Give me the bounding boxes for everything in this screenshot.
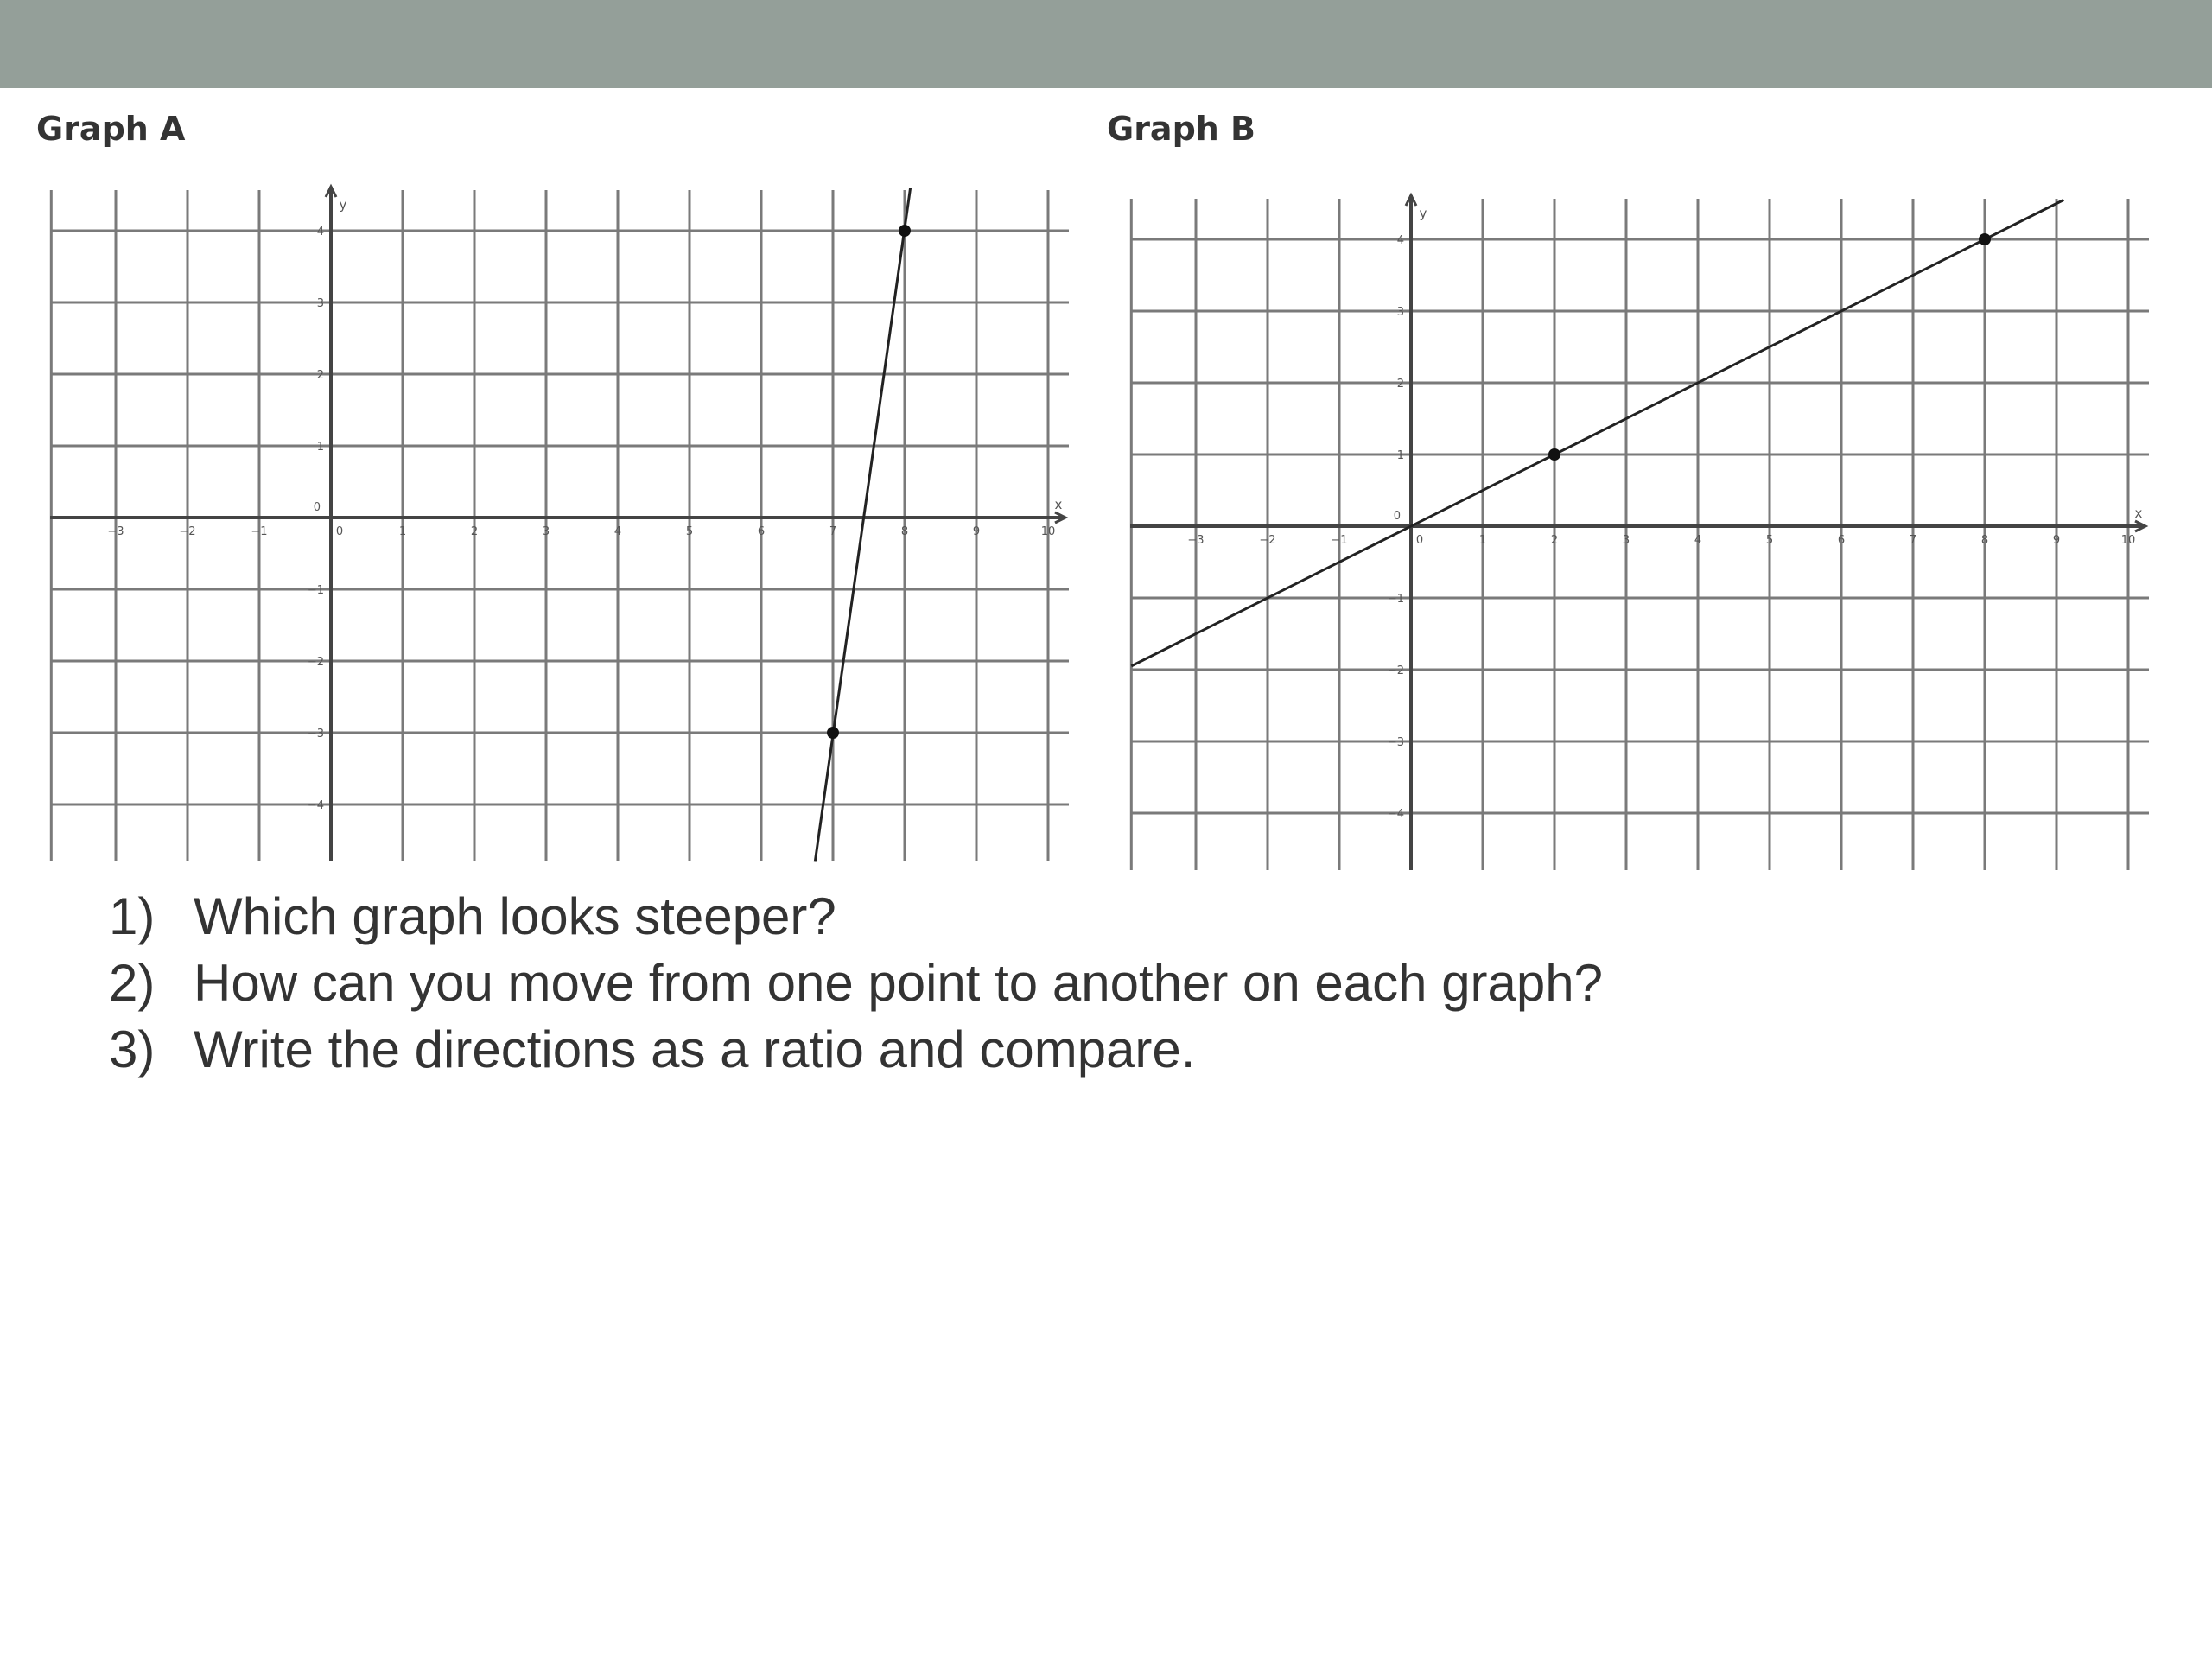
graph-b-y-tick-label: 3 xyxy=(1396,306,1404,319)
graph-a-y-tick-label: 2 xyxy=(316,369,324,382)
graph-a-x-tick-label: 6 xyxy=(757,525,766,538)
graph-b-x-tick-label: 10 xyxy=(2120,534,2136,547)
graph-a-x-tick-label: 3 xyxy=(542,525,550,538)
graph-b-x-tick-label: 8 xyxy=(1980,534,1989,547)
graph-a-y-tick-label: 1 xyxy=(316,441,324,454)
graph-b-x-tick-label: 6 xyxy=(1837,534,1846,547)
graph-a-x-tick-label: 1 xyxy=(398,525,407,538)
graph-a-y-tick-label: −4 xyxy=(307,799,324,812)
graph-b-x-tick-label: 3 xyxy=(1622,534,1630,547)
graph-a-x-tick-label: 8 xyxy=(900,525,909,538)
question-text: Write the directions as a ratio and compare. xyxy=(194,1020,1196,1078)
graph-a-x-axis-label: x xyxy=(1054,497,1063,512)
question-item xyxy=(109,950,1603,1016)
graph-a-x-tick-label: 0 xyxy=(335,525,344,538)
question-text: Which graph looks steeper? xyxy=(194,887,836,945)
graph-a-y-tick-label: −2 xyxy=(307,656,324,669)
graph-a-x-tick-label: −2 xyxy=(179,525,196,538)
question-item xyxy=(109,883,1603,950)
question-list xyxy=(109,883,1603,1083)
header-band xyxy=(0,0,2212,88)
graph-b-y-axis-label: y xyxy=(1419,206,1427,221)
graph-a-data-point xyxy=(899,225,911,237)
graph-a-x-tick-label: −1 xyxy=(251,525,268,538)
graph-b-x-tick-label: 0 xyxy=(1415,534,1424,547)
graph-b-x-tick-label: −1 xyxy=(1331,534,1348,547)
graph-b-x-tick-label: 4 xyxy=(1694,534,1702,547)
graph-b-x-axis-label: x xyxy=(2134,505,2143,521)
graph-b-y-tick-label: −4 xyxy=(1387,808,1404,821)
graph-b-y-tick-label: −3 xyxy=(1387,736,1404,749)
question-item xyxy=(109,1016,1603,1083)
graph-b-x-tick-label: 5 xyxy=(1765,534,1774,547)
question-number: 2) xyxy=(109,954,156,1012)
graph-b-y-tick-label: −2 xyxy=(1387,664,1404,677)
graph-b-x-tick-label: −2 xyxy=(1259,534,1276,547)
question-number: 3) xyxy=(109,1020,156,1078)
graph-b xyxy=(1123,192,2152,874)
graph-a-y-tick-label: 3 xyxy=(316,297,324,310)
graph-a-y-axis-label: y xyxy=(339,197,347,213)
graph-b-y-tick-label: −1 xyxy=(1387,593,1404,606)
graph-b-series-line xyxy=(1131,200,2063,666)
graph-b-y-tick-label: 0 xyxy=(1393,510,1401,523)
graph-a-y-tick-label: −3 xyxy=(307,728,324,741)
graph-b-x-tick-label: −3 xyxy=(1187,534,1205,547)
graph-b-title: Graph B xyxy=(1107,110,1256,148)
graph-b-data-point xyxy=(1548,448,1560,461)
graph-b-y-tick-label: 2 xyxy=(1396,378,1404,391)
graph-a xyxy=(43,183,1071,866)
question-text: How can you move from one point to another on each graph? xyxy=(194,954,1604,1012)
graph-b-y-tick-label: 1 xyxy=(1396,449,1404,462)
graph-a-x-tick-label: 10 xyxy=(1040,525,1056,538)
graph-a-y-tick-label: −1 xyxy=(307,584,324,597)
graph-a-y-tick-label: 4 xyxy=(316,226,324,238)
graph-b-data-point xyxy=(1979,233,1991,245)
graph-a-x-tick-label: 4 xyxy=(613,525,622,538)
graph-b-x-tick-label: 2 xyxy=(1550,534,1559,547)
graph-a-data-point xyxy=(827,727,839,739)
graph-a-x-tick-label: −3 xyxy=(107,525,124,538)
graph-a-x-tick-label: 5 xyxy=(685,525,694,538)
graph-a-x-tick-label: 2 xyxy=(470,525,479,538)
graph-a-x-tick-label: 7 xyxy=(829,525,837,538)
graph-a-x-tick-label: 9 xyxy=(972,525,981,538)
question-number: 1) xyxy=(109,887,156,945)
graph-b-y-tick-label: 4 xyxy=(1396,234,1404,247)
graph-b-x-tick-label: 7 xyxy=(1909,534,1917,547)
graph-a-title: Graph A xyxy=(36,110,186,148)
graph-b-x-tick-label: 1 xyxy=(1478,534,1487,547)
graph-a-y-tick-label: 0 xyxy=(313,501,321,514)
graph-b-x-tick-label: 9 xyxy=(2052,534,2061,547)
